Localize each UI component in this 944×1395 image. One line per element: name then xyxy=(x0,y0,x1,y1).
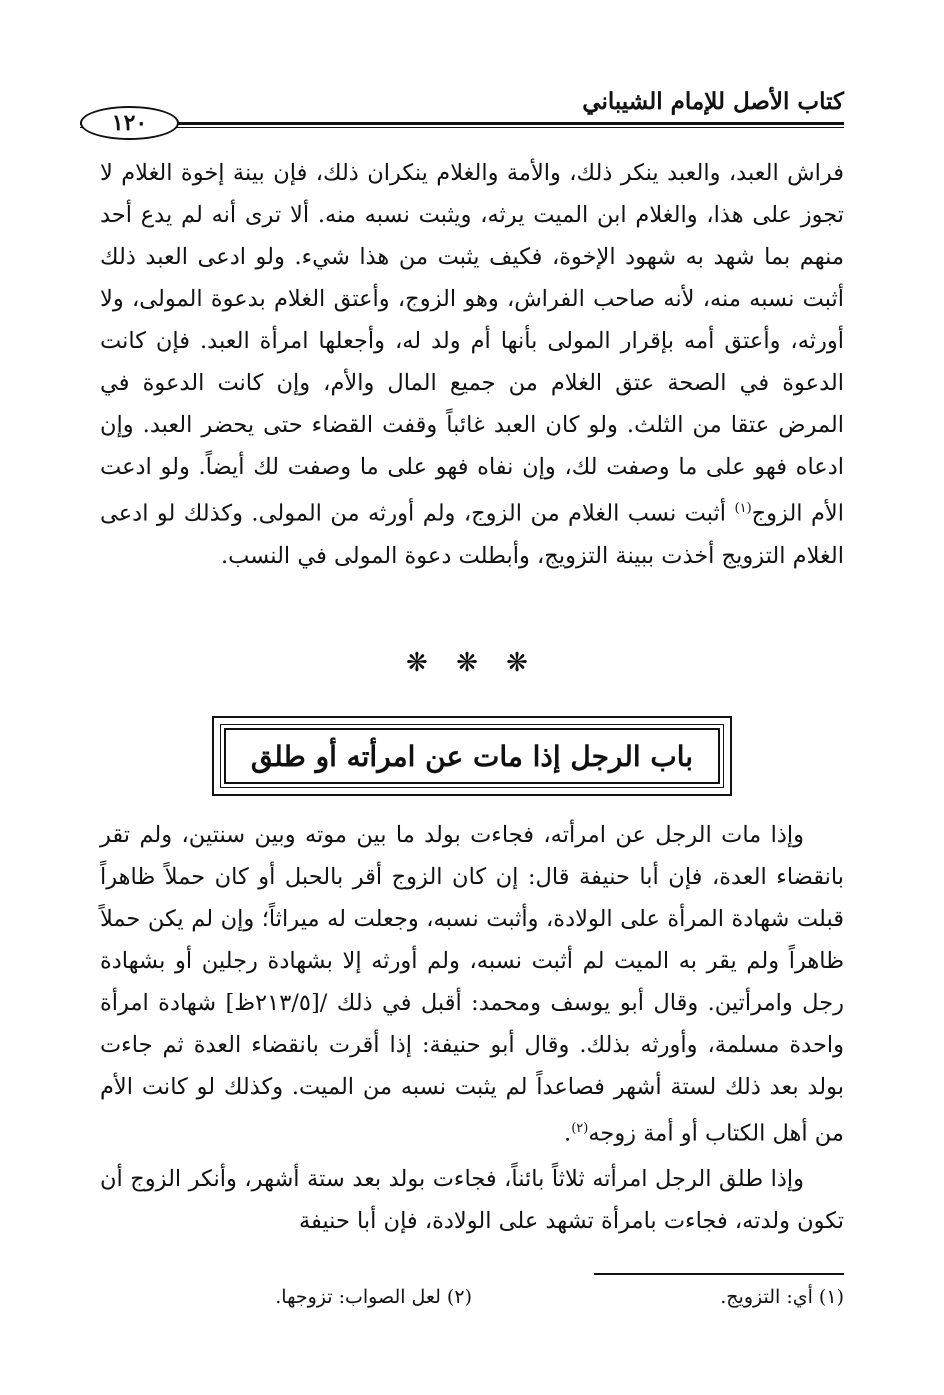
footnotes xyxy=(100,1286,844,1320)
paragraph-death xyxy=(100,814,844,1155)
paragraph-divorce xyxy=(100,1158,844,1242)
section-separator: ❋ ❋ ❋ xyxy=(406,648,538,678)
footnote-marker-1: (١) xyxy=(734,501,752,516)
footnote-marker-2: (٢) xyxy=(571,1121,589,1136)
header-rule xyxy=(80,122,844,128)
paragraph-text: فراش العبد، والعبد ينكر ذلك، والأمة والغلام ينكران ذلك، فإن بينة إخوة الغلام لا تجوز على هذا، والغلام ابن الميت يرثه، ويثبت نسبه منه. ألا ترى أنه لم يدع أحد منهم بما شهد به شهود الإخوة، فكيف يثبت من هذا شيء. ولو ادعى العبد ذلك أثبت نسبه منه، لأنه صاحب الفراش، وهو الزوج، وأعتق الغلام بدعوة المولى، ولا أورثه، وأعتق أمه بإقرار المولى بأنها أم ولد له، وأجعلها امرأة العبد. فإن كانت الدعوة في الصحة عتق الغلام من جميع المال والأم، وإن كانت الدعوة في المرض عتقا من الثلث. ولو كان العبد غائباً وقفت القضاء حتى يحضر العبد. وإن ادعاه فهو على ما وصفت لك، وإن نفاه فهو على ما وصفت لك أيضاً. ولو ادعت الأم الزوج xyxy=(100,160,844,527)
footnote-1: (١) أي: التزويج. xyxy=(720,1286,844,1308)
page-header xyxy=(80,78,844,138)
page-number: ١٢٠ xyxy=(80,106,179,140)
paragraph-text: . xyxy=(564,1120,572,1147)
paragraph-continued xyxy=(100,152,844,577)
paragraph-text: وإذا طلق الرجل امرأته ثلاثاً بائناً، فجاءت بولد بعد ستة أشهر، وأنكر الزوج أن تكون ولدته، فجاءت بامرأة تشهد على الولادة، فإن أبا حنيفة xyxy=(100,1166,844,1234)
footnote-2: (٢) لعل الصواب: تزوجها. xyxy=(275,1286,472,1308)
paragraph-text: أثبت نسب الغلام من الزوج، ولم أورثه من المولى. وكذلك لو ادعى الغلام التزويج أخذت ببينة التزويج، وأبطلت دعوة المولى في النسب. xyxy=(100,500,844,569)
footnote-rule xyxy=(594,1273,844,1275)
book-title: كتاب الأصل للإمام الشيباني xyxy=(582,88,844,115)
paragraph-text: وإذا مات الرجل عن امرأته، فجاءت بولد ما بين موته وبين سنتين، ولم تقر بانقضاء العدة، فإن أبا حنيفة قال: إن كان الزوج أقر بالحبل أو كان حملاً ظاهراً قبلت شهادة المرأة على الولادة، وأثبت نسبه، وجعلت له ميراثاً؛ وإن لم يكن حملاً ظاهراً ولم يقر به الميت لم أثبت نسبه، ولم أورثه إلا بشهادة رجلين أو بشهادة رجل وامرأتين. وقال أبو يوسف ومحمد: أقبل في ذلك /[٢١٣/٥ظ] شهادة امرأة واحدة مسلمة، وأورثه بذلك. وقال أبو حنيفة: إذا أقرت بانقضاء العدة ثم جاءت بولد بعد ذلك لستة أشهر فصاعداً لم يثبت نسبه من الميت. وكذلك لو كانت الأم من أهل الكتاب أو أمة زوجه xyxy=(100,822,844,1147)
chapter-title: باب الرجل إذا مات عن امرأته أو طلق xyxy=(250,739,694,773)
chapter-heading-frame xyxy=(212,716,732,796)
